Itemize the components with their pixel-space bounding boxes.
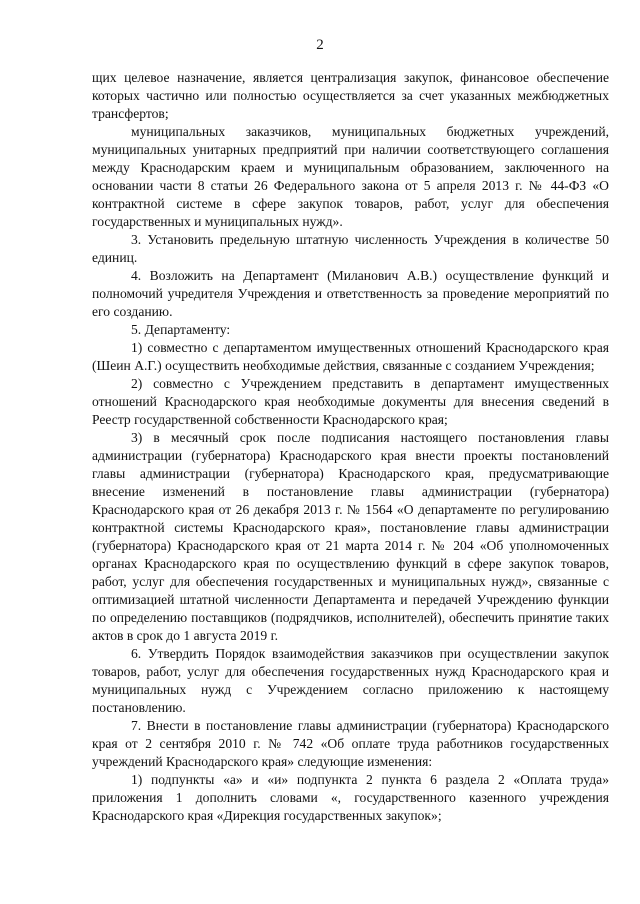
paragraph-subitem-1: 1) совместно с департаментом имущественных отношений Краснодарского края (Шеин А.Г.) осуществить необходимые действия, связанные с созданием Учреждения; [92,340,609,373]
paragraph-item-3: 3. Установить предельную штатную численность Учреждения в количестве 50 единиц. [92,232,609,265]
paragraph-item-7-subitem-1: 1) подпункты «а» и «и» подпункта 2 пункта 6 раздела 2 «Оплата труда» приложения 1 дополнить словами «, государственного казенного учреждения Краснодарского края «Дирекция государственных закупок»; [92,772,609,823]
paragraph-item-4: 4. Возложить на Департамент (Миланович А.В.) осуществление функций и полномочий учредителя Учреждения и ответственность за проведение мероприятий по его созданию. [92,268,609,319]
paragraph-municipal-customers: муниципальных заказчиков, муниципальных бюджетных учреждений, муниципальных унитарных предприятий при наличии соответствующего соглашения между Краснодарским краем и муниципальным образованием, заключенного на основании части 8 статьи 26 Федерального закона от 5 апреля 2013 г. № 44-ФЗ «О контрактной системе в сфере закупок товаров, работ, услуг для обеспечения государственных и муниципальных нужд». [92,124,609,229]
paragraph-subitem-3: 3) в месячный срок после подписания настоящего постановления главы администрации (губернатора) Краснодарского края внести проекты постановлений главы администрации (губернатора) Краснодарского края, предусматривающие внесение изменений в постановление главы администрации (губернатора) Краснодарского края от 26 декабря 2013 г. № 1564 «О департаменте по регулированию контрактной системы Краснодарского края», постановление главы администрации (губернатора) Краснодарского края от 21 марта 2014 г. № 204 «Об уполномоченных органах Краснодарского края по осуществлению функций в сфере закупок товаров, работ, услуг для обеспечения государственных и муниципальных нужд», связанные с оптимизацией штатной численности Департамента и передачей Учреждению функции по определению поставщиков (подрядчиков, исполнителей), обеспечить принятие таких актов в срок до 1 августа 2019 г. [92,430,609,643]
page-number: 2 [316,37,324,53]
paragraph-continuation: щих целевое назначение, является централизация закупок, финансовое обеспечение которых частично или полностью осуществляется за счет указанных межбюджетных трансфертов; [92,70,609,121]
paragraph-subitem-2: 2) совместно с Учреждением представить в департамент имущественных отношений Краснодарского края необходимые документы для внесения сведений в Реестр государственной собственности Краснодарского края; [92,376,609,427]
document-body [92,69,609,825]
paragraph-item-6: 6. Утвердить Порядок взаимодействия заказчиков при осуществлении закупок товаров, работ, услуг для обеспечения государственных нужд Краснодарского края и муниципальных нужд с Учреждением согласно приложению к настоящему постановлению. [92,646,609,715]
paragraph-item-7: 7. Внести в постановление главы администрации (губернатора) Краснодарского края от 2 сентября 2010 г. № 742 «Об оплате труда работников государственных учреждений Краснодарского края» следующие изменения: [92,718,609,769]
paragraph-item-5: 5. Департаменту: [131,322,231,337]
